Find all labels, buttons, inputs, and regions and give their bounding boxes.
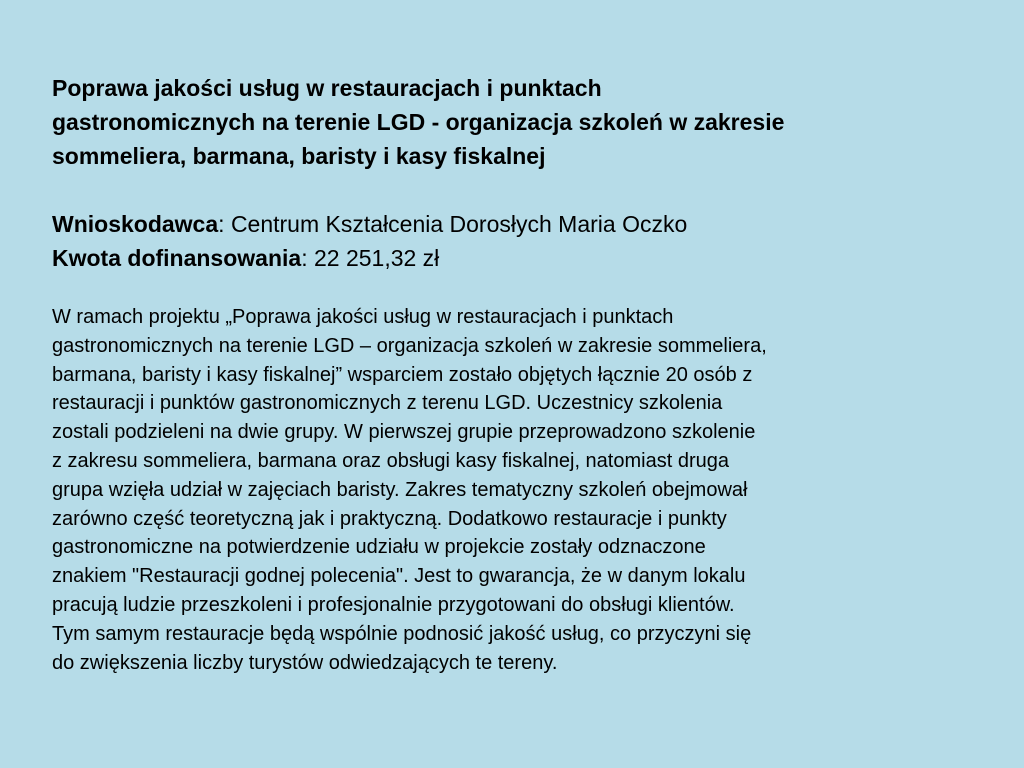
slide-title: Poprawa jakości usług w restauracjach i punktach gastronomicznych na terenie LGD - organizacja szkoleń w zakresie sommeliera, barmana, baristy i kasy fiskalnej [52,75,785,169]
project-description: W ramach projektu „Poprawa jakości usług w restauracjach i punktach gastronomicznych na terenie LGD – organizacja szkoleń w zakresie sommeliera, barmana, baristy i kasy fiskalnej” wsparciem zostało objętych łącznie 20 osób z restauracji i punktów gastronomicznych z terenu LGD. Uczestnicy szkolenia zostali podzieleni na dwie grupy. W pierwszej grupie przeprowadzono szkolenie z zakresu sommeliera, barmana oraz obsługi kasy fiskalnej, natomiast druga grupa wzięła udział w zajęciach baristy. Zakres tematyczny szkoleń obejmował zarówno część teoretyczną jak i praktyczną. Dodatkowo restauracje i punkty gastronomiczne na potwierdzenie udziału w projekcie zostały odznaczone znakiem "Restauracji godnej polecenia". Jest to gwarancja, że w danym lokalu pracują ludzie przeszkoleni i profesjonalnie przygotowani do obsługi klientów. Tym samym restauracje będą wspólnie podnosić jakość usług, co przyczyni się do zwiększenia liczby turystów odwiedzających te tereny. [52,306,767,674]
applicant-label: Wnioskodawca [52,211,219,237]
funding-separator: : [301,245,314,271]
applicant-value: Centrum Kształcenia Dorosłych Maria Oczko [230,211,688,237]
funding-value: 22 251,32 zł [313,245,440,271]
project-meta [52,207,992,275]
applicant-separator: : [218,211,231,237]
funding-line [52,241,992,275]
slide-content [52,71,992,697]
applicant-line [52,207,992,241]
funding-label: Kwota dofinansowania [52,245,302,271]
